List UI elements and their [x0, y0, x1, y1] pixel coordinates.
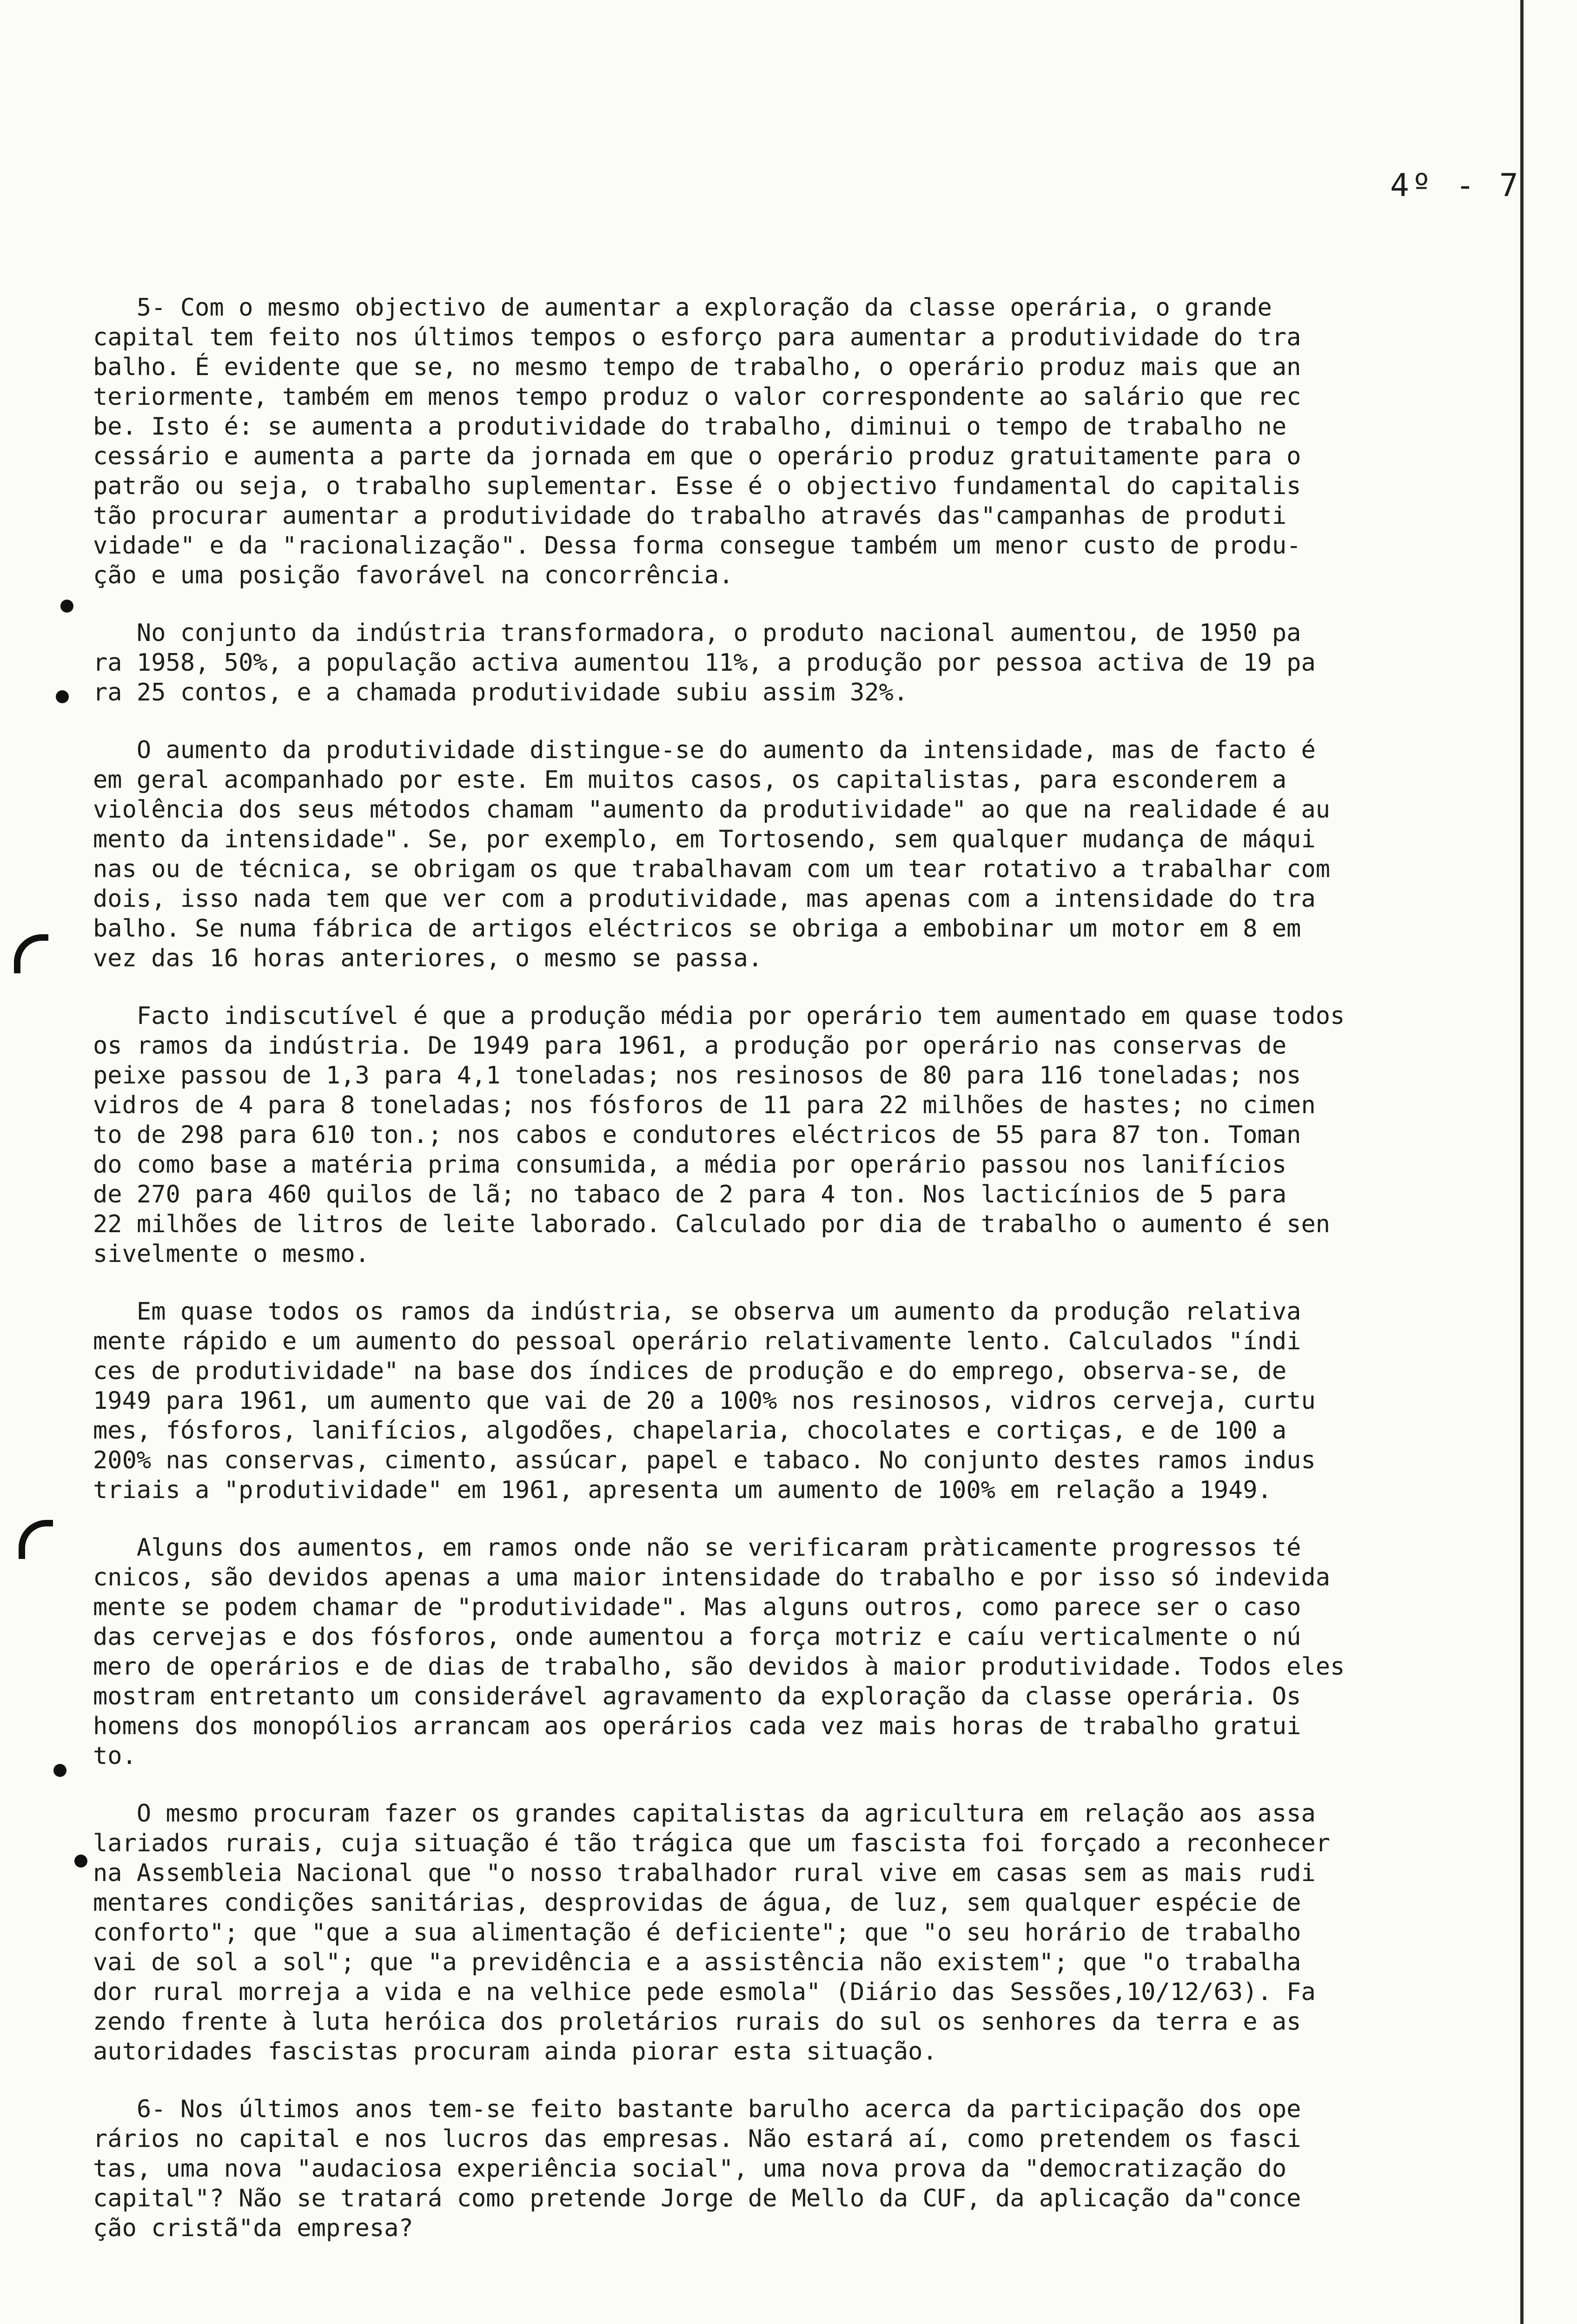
text-line: vidade" e da "racionalização". Dessa forma consegue também um menor custo de produ-	[93, 532, 1301, 560]
paragraph-agriculture	[93, 1799, 1516, 2067]
text-line: das cervejas e dos fósforos, onde aumentou a força motriz e caíu verticalmente o nú	[93, 1623, 1301, 1651]
text-line: os ramos da indústria. De 1949 para 1961, a produção por operário nas conservas de	[93, 1032, 1287, 1060]
text-line: O mesmo procuram fazer os grandes capitalistas da agricultura em relação aos assa	[93, 1800, 1316, 1828]
text-line: mento da intensidade". Se, por exemplo, em Tortosendo, sem qualquer mudança de máqui	[93, 825, 1316, 853]
text-line: vez das 16 horas anteriores, o mesmo se passa.	[93, 944, 763, 972]
text-line: violência dos seus métodos chamam "aumento da produtividade" ao que na realidade é au	[93, 796, 1331, 824]
text-line: to.	[93, 1742, 137, 1770]
text-line: zendo frente à luta heróica dos proletários rurais do sul os senhores da terra e as	[93, 2008, 1301, 2036]
text-line: cnicos, são devidos apenas a uma maior intensidade do trabalho e por isso só indevida	[93, 1564, 1331, 1591]
margin-dot-mark	[56, 690, 69, 703]
text-line: triais a "produtividade" em 1961, apresenta um aumento de 100% em relação a 1949.	[93, 1476, 1272, 1504]
paragraph-average-production	[93, 1001, 1516, 1269]
text-line: balho. Se numa fábrica de artigos eléctricos se obriga a embobinar um motor em 8 em	[93, 915, 1301, 943]
text-line: vidros de 4 para 8 toneladas; nos fósforos de 11 para 22 milhões de hastes; no cimen	[93, 1091, 1316, 1119]
text-line: nas ou de técnica, se obrigam os que trabalhavam com um tear rotativo a trabalhar com	[93, 855, 1331, 883]
paragraph-productivity-intro	[93, 293, 1516, 590]
text-line: do como base a matéria prima consumida, a média por operário passou nos lanifícios	[93, 1151, 1287, 1179]
text-line: de 270 para 460 quilos de lã; no tabaco de 2 para 4 ton. Nos lacticínios de 5 para	[93, 1181, 1287, 1208]
text-line: na Assembleia Nacional que "o nosso trabalhador rural vive em casas sem as mais rudi	[93, 1859, 1316, 1887]
text-line: lariados rurais, cuja situação é tão trágica que um fascista foi forçado a reconhecer	[93, 1829, 1331, 1857]
text-line: capital tem feito nos últimos tempos o esforço para aumentar a produtividade do tra	[93, 324, 1301, 351]
text-line: mentares condições sanitárias, desprovidas de água, de luz, sem qualquer espécie de	[93, 1889, 1301, 1917]
text-line: 5- Com o mesmo objectivo de aumentar a exploração da classe operária, o grande	[93, 294, 1272, 322]
text-line: tão procurar aumentar a produtividade do trabalho através das"campanhas de produti	[93, 502, 1287, 530]
text-line: ra 1958, 50%, a população activa aumentou 11%, a produção por pessoa activa de 19 pa	[93, 649, 1316, 677]
text-line: conforto"; que "que a sua alimentação é deficiente"; que "o seu horário de trabalho	[93, 1919, 1301, 1947]
document-body	[93, 293, 1516, 2271]
margin-dot-mark	[74, 1855, 87, 1868]
text-line: homens dos monopólios arrancam aos operários cada vez mais horas de trabalho gratui	[93, 1712, 1301, 1740]
text-line: dor rural morreja a vida e na velhice pede esmola" (Diário das Sessões,10/12/63). Fa	[93, 1978, 1316, 2006]
text-line: dois, isso nada tem que ver com a produtividade, mas apenas com a intensidade do tra	[93, 885, 1316, 913]
text-line: teriormente, também em menos tempo produz o valor correspondente ao salário que rec	[93, 383, 1301, 411]
text-line: tas, uma nova "audaciosa experiência social", uma nova prova da "democratização do	[93, 2155, 1287, 2183]
text-line: ra 25 contos, e a chamada produtividade subiu assim 32%.	[93, 679, 908, 706]
right-margin-rule	[1520, 0, 1524, 2324]
text-line: em geral acompanhado por este. Em muitos casos, os capitalistas, para esconderem a	[93, 766, 1287, 794]
margin-dot-mark	[60, 600, 73, 613]
text-line: mente se podem chamar de "produtividade". Mas alguns outros, como parece ser o caso	[93, 1593, 1301, 1621]
text-line: cessário e aumenta a parte da jornada em que o operário produz gratuitamente para o	[93, 442, 1301, 470]
text-line: autoridades fascistas procuram ainda piorar esta situação.	[93, 2038, 937, 2066]
text-line: No conjunto da indústria transformadora, o produto nacional aumentou, de 1950 pa	[93, 619, 1301, 647]
text-line: Em quase todos os ramos da indústria, se observa um aumento da produção relativa	[93, 1298, 1301, 1326]
text-line: mes, fósforos, lanifícios, algodões, chapelaria, chocolates e cortiças, e de 100 a	[93, 1417, 1287, 1445]
paragraph-increases	[93, 1533, 1516, 1771]
text-line: ces de produtividade" na base dos índices de produção e do emprego, observa-se, de	[93, 1357, 1287, 1385]
text-line: balho. É evidente que se, no mesmo tempo de trabalho, o operário produz mais que an	[93, 353, 1301, 381]
text-line: ção cristã"da empresa?	[93, 2214, 413, 2242]
text-line: ção e uma posição favorável na concorrência.	[93, 561, 734, 589]
text-line: mente rápido e um aumento do pessoal operário relativamente lento. Calculados "índi	[93, 1327, 1301, 1355]
paragraph-participation	[93, 2094, 1516, 2243]
paragraph-transforming-industry	[93, 618, 1516, 707]
text-line: Facto indiscutível é que a produção média por operário tem aumentado em quase todos	[93, 1002, 1345, 1030]
text-line: patrão ou seja, o trabalho suplementar. Esse é o objectivo fundamental do capitalis	[93, 472, 1301, 500]
paragraph-intensity	[93, 735, 1516, 973]
text-line: 22 milhões de litros de leite laborado. Calculado por dia de trabalho o aumento é sen	[93, 1210, 1331, 1238]
text-line: mero de operários e de dias de trabalho, são devidos à maior produtividade. Todos eles	[93, 1653, 1345, 1681]
text-line: sivelmente o mesmo.	[93, 1240, 370, 1268]
text-line: to de 298 para 610 ton.; nos cabos e condutores eléctricos de 55 para 87 ton. Toman	[93, 1121, 1301, 1149]
text-line: Alguns dos aumentos, em ramos onde não se verificaram pràticamente progressos té	[93, 1534, 1301, 1562]
text-line: O aumento da produtividade distingue-se do aumento da intensidade, mas de facto é	[93, 736, 1316, 764]
margin-dot-mark	[53, 1764, 66, 1777]
paragraph-productivity-indices	[93, 1297, 1516, 1505]
punch-hole-mark	[14, 934, 48, 973]
text-line: peixe passou de 1,3 para 4,1 toneladas; nos resinosos de 80 para 116 toneladas; nos	[93, 1062, 1301, 1089]
text-line: mostram entretanto um considerável agravamento da exploração da classe operária. Os	[93, 1683, 1301, 1710]
text-line: 1949 para 1961, um aumento que vai de 20 a 100% nos resinosos, vidros cerveja, curtu	[93, 1387, 1316, 1415]
text-line: rários no capital e nos lucros das empresas. Não estará aí, como pretendem os fasci	[93, 2125, 1301, 2153]
text-line: capital"? Não se tratará como pretende Jorge de Mello da CUF, da aplicação da"conce	[93, 2185, 1301, 2212]
text-line: vai de sol a sol"; que "a previdência e a assistência não existem"; que "o trabalha	[93, 1948, 1301, 1976]
punch-hole-mark	[19, 1520, 53, 1559]
page-number: 4º - 7	[1390, 167, 1521, 204]
text-line: 200% nas conservas, cimento, assúcar, papel e tabaco. No conjunto destes ramos indus	[93, 1446, 1316, 1474]
text-line: 6- Nos últimos anos tem-se feito bastante barulho acerca da participação dos ope	[93, 2095, 1301, 2123]
text-line: be. Isto é: se aumenta a produtividade do trabalho, diminui o tempo de trabalho ne	[93, 413, 1287, 441]
